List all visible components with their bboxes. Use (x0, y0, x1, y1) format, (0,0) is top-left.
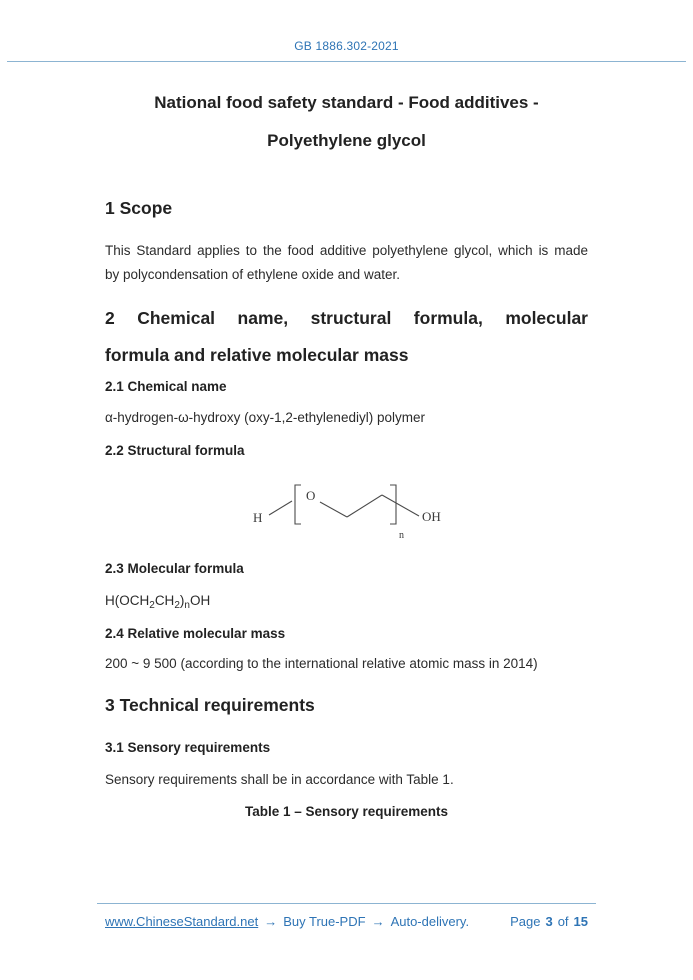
page-footer (97, 903, 596, 929)
arrow-right-icon: → (371, 914, 385, 929)
formula-sub2: 2 (174, 600, 180, 611)
website-link[interactable]: www.ChineseStandard.net (105, 914, 259, 929)
section-1-heading: 1 Scope (105, 198, 173, 218)
polyethylene-glycol-structure (243, 471, 463, 551)
table-1-caption: Table 1 – Sensory requirements (244, 804, 449, 819)
footer-row (97, 914, 596, 929)
section-2-heading-line1: 2 Chemical name, structural formula, molecular (105, 308, 588, 328)
total-page-number: 15 (573, 914, 588, 929)
current-page-number: 3 (545, 914, 553, 929)
formula-sub3: n (184, 600, 190, 611)
scope-paragraph-line2: by polycondensation of ethylene oxide and water. (105, 267, 400, 282)
structural-formula-diagram (243, 471, 588, 551)
footer-buy-pdf-label: Buy True-PDF (283, 914, 366, 929)
chemical-name-text: α-hydrogen-ω-hydroxy (oxy-1,2-ethylenediyl) polymer (105, 410, 425, 425)
section-3-heading: 3 Technical requirements (105, 695, 315, 715)
arrow-right-icon: → (264, 914, 278, 929)
formula-sub1: 2 (149, 600, 155, 611)
document-number: GB 1886.302-2021 (294, 39, 399, 53)
page-indicator (510, 914, 588, 929)
hydroxyl-group-label: OH (422, 509, 441, 524)
page-label: Page (510, 914, 541, 929)
scope-paragraph (105, 239, 588, 287)
formula-part2: CH (154, 593, 175, 608)
document-title-line2: Polyethylene glycol (267, 131, 426, 150)
document-title (105, 84, 588, 160)
section-2-1-heading: 2.1 Chemical name (105, 379, 227, 394)
header-divider (7, 61, 686, 62)
section-2-heading-line2: formula and relative molecular mass (105, 345, 409, 365)
formula-part3: ) (179, 593, 185, 608)
section-2-4-heading: 2.4 Relative molecular mass (105, 626, 286, 641)
section-2-heading (105, 300, 588, 374)
page-content (105, 84, 588, 822)
sensory-requirements-text: Sensory requirements shall be in accordance with Table 1. (105, 772, 454, 787)
section-3-1-heading: 3.1 Sensory requirements (105, 740, 271, 755)
formula-part4: OH (189, 593, 211, 608)
section-2-2-heading: 2.2 Structural formula (105, 443, 245, 458)
of-label: of (557, 914, 569, 929)
hydrogen-atom-label: H (253, 510, 263, 525)
scope-paragraph-line1: This Standard applies to the food additive polyethylene glycol, which is made (105, 243, 588, 258)
relative-mass-text: 200 ~ 9 500 (according to the international relative atomic mass in 2014) (105, 656, 538, 671)
formula-part1: H(OCH (105, 593, 150, 608)
section-2-3-heading: 2.3 Molecular formula (105, 561, 244, 576)
footer-links (105, 914, 469, 929)
oxygen-atom-label: O (306, 488, 316, 503)
molecular-formula-text (105, 591, 588, 611)
document-title-line1: National food safety standard - Food additives - (154, 93, 539, 112)
repeat-unit-subscript: n (399, 530, 404, 541)
footer-auto-delivery-label: Auto-delivery. (390, 914, 470, 929)
